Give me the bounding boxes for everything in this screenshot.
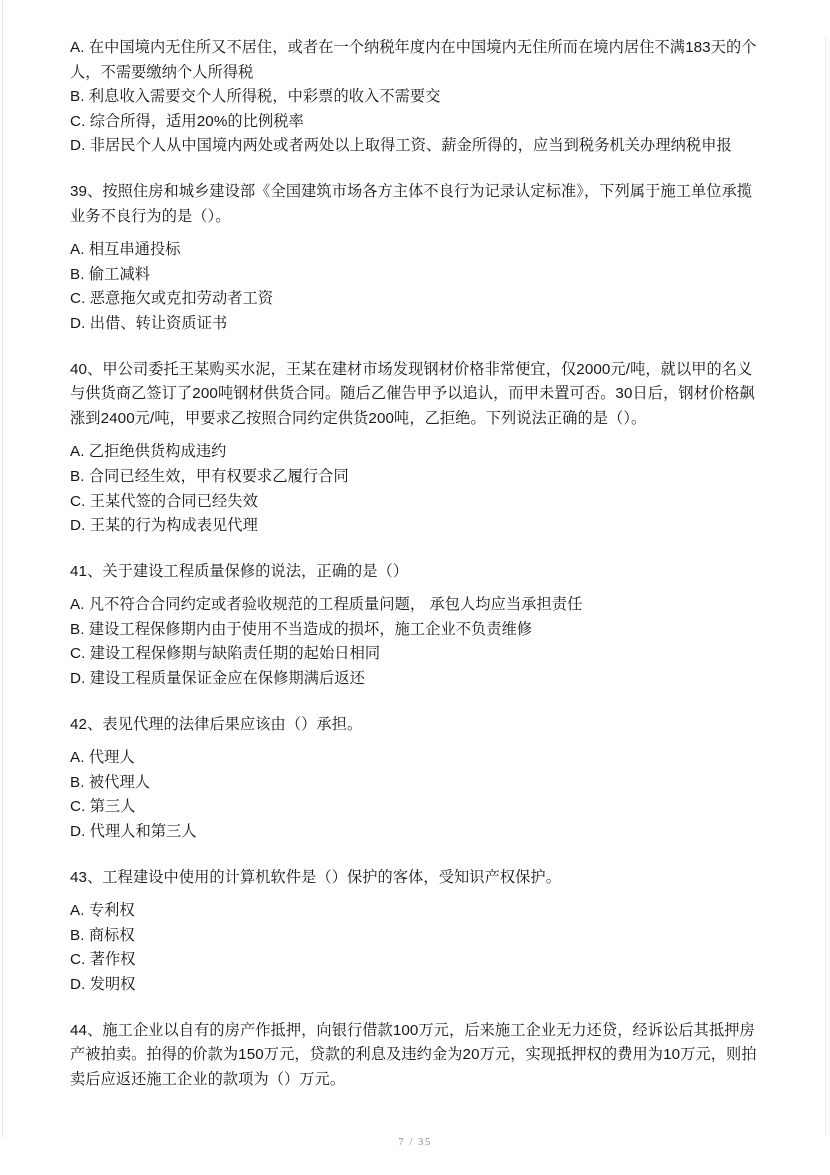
option-line[interactable]: C. 建设工程保修期与缺陷责任期的起始日相同 (70, 645, 381, 663)
question-stem: 42、表见代理的法律后果应该由（）承担。 (70, 715, 363, 733)
option-line[interactable]: A. 相互串通投标 (70, 241, 181, 259)
option-line[interactable]: C. 恶意拖欠或克扣劳动者工资 (70, 290, 274, 308)
option-line[interactable]: A. 在中国境内无住所又不居住，或者在一个纳税年度内在中国境内无住所而在境内居住不满183天的个人，不需要缴纳个人所得税 (70, 39, 757, 81)
question-options (70, 593, 762, 691)
question-stem: 43、工程建设中使用的计算机软件是（）保护的客体，受知识产权保护。 (70, 868, 562, 886)
option-line[interactable]: B. 商标权 (70, 926, 135, 944)
option-line[interactable]: A. 乙拒绝供货构成违约 (70, 443, 227, 461)
option-line[interactable]: D. 代理人和第三人 (70, 823, 197, 841)
option-line[interactable]: B. 利息收入需要交个人所得税，中彩票的收入不需要交 (70, 88, 441, 106)
option-line[interactable]: C. 著作权 (70, 951, 136, 969)
question-stem: 40、甲公司委托王某购买水泥，王某在建材市场发现钢材价格非常便宜，仅2000元/吨，就以甲的名义与供货商乙签订了200吨钢材供货合同。随后乙催告甲予以追认，而甲未置可否。30日后，钢材价格飙涨到2400元/吨，甲要求乙按照合同约定供货200吨，乙拒绝。下列说法正确的是（）。 (70, 360, 755, 427)
option-line[interactable]: B. 建设工程保修期内由于使用不当造成的损坏，施工企业不负责维修 (70, 620, 533, 638)
question-43 (70, 866, 762, 998)
option-line[interactable]: B. 被代理人 (70, 773, 151, 791)
option-line[interactable]: B. 合同已经生效，甲有权要求乙履行合同 (70, 467, 349, 485)
option-line[interactable]: A. 代理人 (70, 749, 135, 767)
option-line[interactable]: C. 第三人 (70, 798, 136, 816)
question-options (70, 238, 762, 336)
page-edge-right (825, 38, 826, 1137)
page-edge-left (2, 0, 3, 1137)
question-39 (70, 180, 762, 337)
option-line[interactable]: D. 出借、转让资质证书 (70, 314, 228, 332)
option-line[interactable]: D. 非居民个人从中国境内两处或者两处以上取得工资、薪金所得的，应当到税务机关办理纳税申报 (70, 137, 732, 155)
option-line[interactable]: C. 综合所得，适用20%的比例税率 (70, 112, 304, 130)
option-line[interactable]: D. 发明权 (70, 976, 136, 993)
question-41 (70, 560, 762, 692)
option-line[interactable]: D. 王某的行为构成表见代理 (70, 517, 258, 535)
question-38-options-continued (70, 36, 762, 159)
question-options (70, 440, 762, 538)
page-content (70, 36, 762, 1092)
page-number-footer: 7 / 35 (398, 1136, 432, 1148)
question-options (70, 899, 762, 997)
question-options (70, 746, 762, 844)
option-line[interactable]: A. 凡不符合合同约定或者验收规范的工程质量问题， 承包人均应当承担责任 (70, 596, 583, 614)
option-line[interactable]: B. 偷工减料 (70, 265, 151, 283)
option-line[interactable]: C. 王某代签的合同已经失效 (70, 492, 258, 510)
question-42 (70, 713, 762, 845)
question-stem: 39、按照住房和城乡建设部《全国建筑市场各方主体不良行为记录认定标准》，下列属于施工单位承揽业务不良行为的是（）。 (70, 182, 753, 225)
question-40 (70, 358, 762, 539)
question-stem: 41、关于建设工程质量保修的说法，正确的是（） (70, 562, 409, 580)
option-line[interactable]: D. 建设工程质量保证金应在保修期满后返还 (70, 670, 365, 688)
option-line[interactable]: A. 专利权 (70, 902, 135, 920)
question-stem: 44、施工企业以自有的房产作抵押，向银行借款100万元，后来施工企业无力还贷，经诉讼后其抵押房产被拍卖。拍得的价款为150万元，贷款的利息及违约金为20万元，实现抵押权的费用为10万元，则拍卖后应返还施工企业的款项为（）万元。 (70, 1021, 757, 1088)
question-44 (70, 1019, 762, 1093)
